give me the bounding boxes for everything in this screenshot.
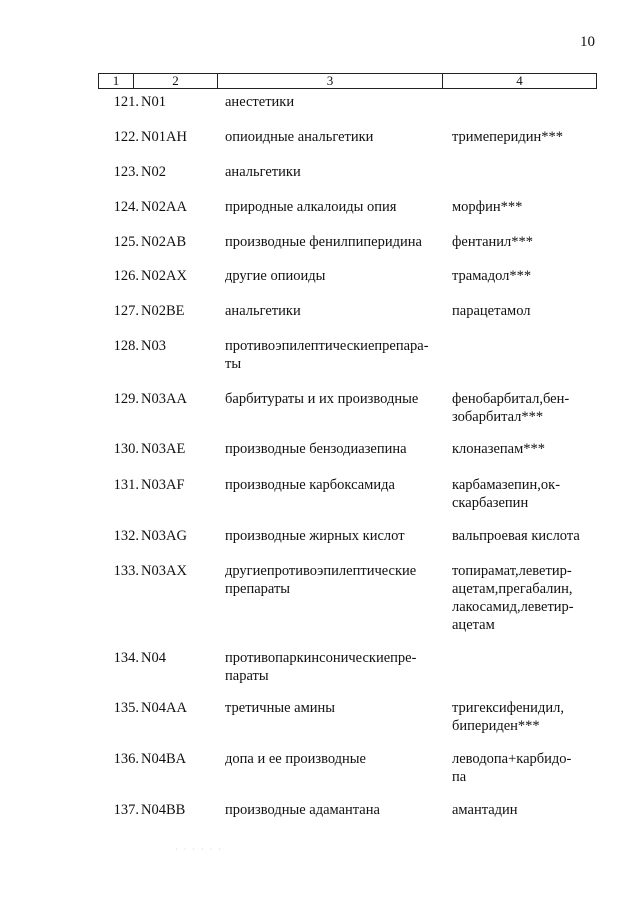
row-number: 134. — [113, 650, 139, 666]
drug-names — [452, 390, 592, 426]
atc-code: N02AB — [141, 234, 187, 250]
drug-line: тримеперидин*** — [452, 129, 563, 145]
drug-line: бипериден*** — [452, 718, 540, 734]
atc-code: N01 — [141, 94, 166, 110]
row-number: 136. — [113, 751, 139, 767]
row-number: 123. — [113, 164, 139, 180]
atc-code: N03 — [141, 338, 166, 354]
group-description — [225, 337, 441, 373]
drug-line: вальпроевая кислота — [452, 528, 580, 544]
description-line: производные жирных кислот — [225, 528, 405, 544]
row-number: 137. — [113, 802, 139, 818]
drug-line: леводопа+карбидо- — [452, 751, 572, 767]
drug-line: морфин*** — [452, 199, 523, 215]
group-description — [225, 163, 441, 181]
row-number: 127. — [113, 303, 139, 319]
atc-code: N03AE — [141, 441, 186, 457]
page-number: 10 — [580, 34, 595, 50]
column-header-2: 2 — [134, 74, 218, 89]
group-description — [225, 390, 441, 408]
column-header-1: 1 — [99, 74, 134, 89]
atc-code: N03AG — [141, 528, 187, 544]
drug-line: топирамат,леветир- — [452, 563, 572, 579]
atc-code: N03AA — [141, 391, 187, 407]
drug-line: скарбазепин — [452, 495, 529, 511]
group-description — [225, 128, 441, 146]
drug-names — [452, 562, 592, 634]
atc-code: N01AH — [141, 129, 187, 145]
group-description — [225, 750, 441, 768]
column-header-3: 3 — [218, 74, 443, 89]
description-line: параты — [225, 668, 269, 684]
description-line: другиепротивоэпилептические — [225, 563, 417, 579]
row-number: 126. — [113, 268, 139, 284]
description-line: противопаркинсоническиепре- — [225, 650, 417, 666]
group-description — [225, 233, 441, 251]
group-description — [225, 267, 441, 285]
row-number: 124. — [113, 199, 139, 215]
group-description — [225, 562, 441, 598]
group-description — [225, 801, 441, 819]
description-line: производные бензодиазепина — [225, 441, 407, 457]
group-description — [225, 649, 441, 685]
description-line: противоэпилептическиепрепара- — [225, 338, 429, 354]
description-line: анальгетики — [225, 303, 301, 319]
description-line: природные алкалоиды опия — [225, 199, 397, 215]
drug-names — [452, 440, 592, 458]
group-description — [225, 699, 441, 717]
drug-line: карбамазепин,ок- — [452, 477, 561, 493]
atc-code: N03AX — [141, 563, 187, 579]
group-description — [225, 93, 441, 111]
drug-line: тригексифенидил, — [452, 700, 564, 716]
description-line: анальгетики — [225, 164, 301, 180]
row-number: 128. — [113, 338, 139, 354]
drug-line: ацетам,прегабалин, — [452, 581, 573, 597]
drug-line: лакосамид,леветир- — [452, 599, 574, 615]
drug-line: парацетамол — [452, 303, 531, 319]
row-number: 131. — [113, 477, 139, 493]
atc-code: N02 — [141, 164, 166, 180]
group-description — [225, 198, 441, 216]
description-line: производные фенилпиперидина — [225, 234, 422, 250]
group-description — [225, 302, 441, 320]
description-line: производные адамантана — [225, 802, 380, 818]
description-line: опиоидные анальгетики — [225, 129, 374, 145]
row-number: 132. — [113, 528, 139, 544]
description-line: производные карбоксамида — [225, 477, 395, 493]
group-description — [225, 440, 441, 458]
description-line: допа и ее производные — [225, 751, 366, 767]
atc-code: N04AA — [141, 700, 187, 716]
drug-line: зобарбитал*** — [452, 409, 544, 425]
atc-code: N02AX — [141, 268, 187, 284]
drug-names — [452, 476, 592, 512]
atc-code: N02AA — [141, 199, 187, 215]
row-number: 129. — [113, 391, 139, 407]
atc-code: N02BE — [141, 303, 185, 319]
row-number: 121. — [113, 94, 139, 110]
group-description — [225, 476, 441, 494]
drug-names — [452, 128, 592, 146]
drug-line: фенобарбитал,бен- — [452, 391, 570, 407]
column-header-4: 4 — [443, 74, 597, 89]
atc-code: N04 — [141, 650, 166, 666]
description-line: барбитураты и их производные — [225, 391, 419, 407]
drug-line: амантадин — [452, 802, 518, 818]
row-number: 130. — [113, 441, 139, 457]
description-line: ты — [225, 356, 242, 372]
atc-code: N03AF — [141, 477, 185, 493]
row-number: 135. — [113, 700, 139, 716]
group-description — [225, 527, 441, 545]
row-number: 133. — [113, 563, 139, 579]
drug-names — [452, 233, 592, 251]
drug-names — [452, 699, 592, 735]
description-line: третичные амины — [225, 700, 336, 716]
drug-line: фентанил*** — [452, 234, 534, 250]
atc-code: N04BB — [141, 802, 186, 818]
drug-line: клоназепам*** — [452, 441, 546, 457]
drug-names — [452, 801, 592, 819]
drug-line: ацетам — [452, 617, 495, 633]
description-line: другие опиоиды — [225, 268, 326, 284]
drug-names — [452, 750, 592, 786]
drug-line: па — [452, 769, 467, 785]
description-line: анестетики — [225, 94, 295, 110]
drug-names — [452, 267, 592, 285]
drug-names — [452, 302, 592, 320]
atc-code: N04BA — [141, 751, 187, 767]
row-number: 122. — [113, 129, 139, 145]
description-line: препараты — [225, 581, 291, 597]
row-number: 125. — [113, 234, 139, 250]
drug-names — [452, 198, 592, 216]
drug-names — [452, 527, 592, 545]
drug-line: трамадол*** — [452, 268, 532, 284]
scan-artifact: · · · · · · — [175, 845, 223, 854]
